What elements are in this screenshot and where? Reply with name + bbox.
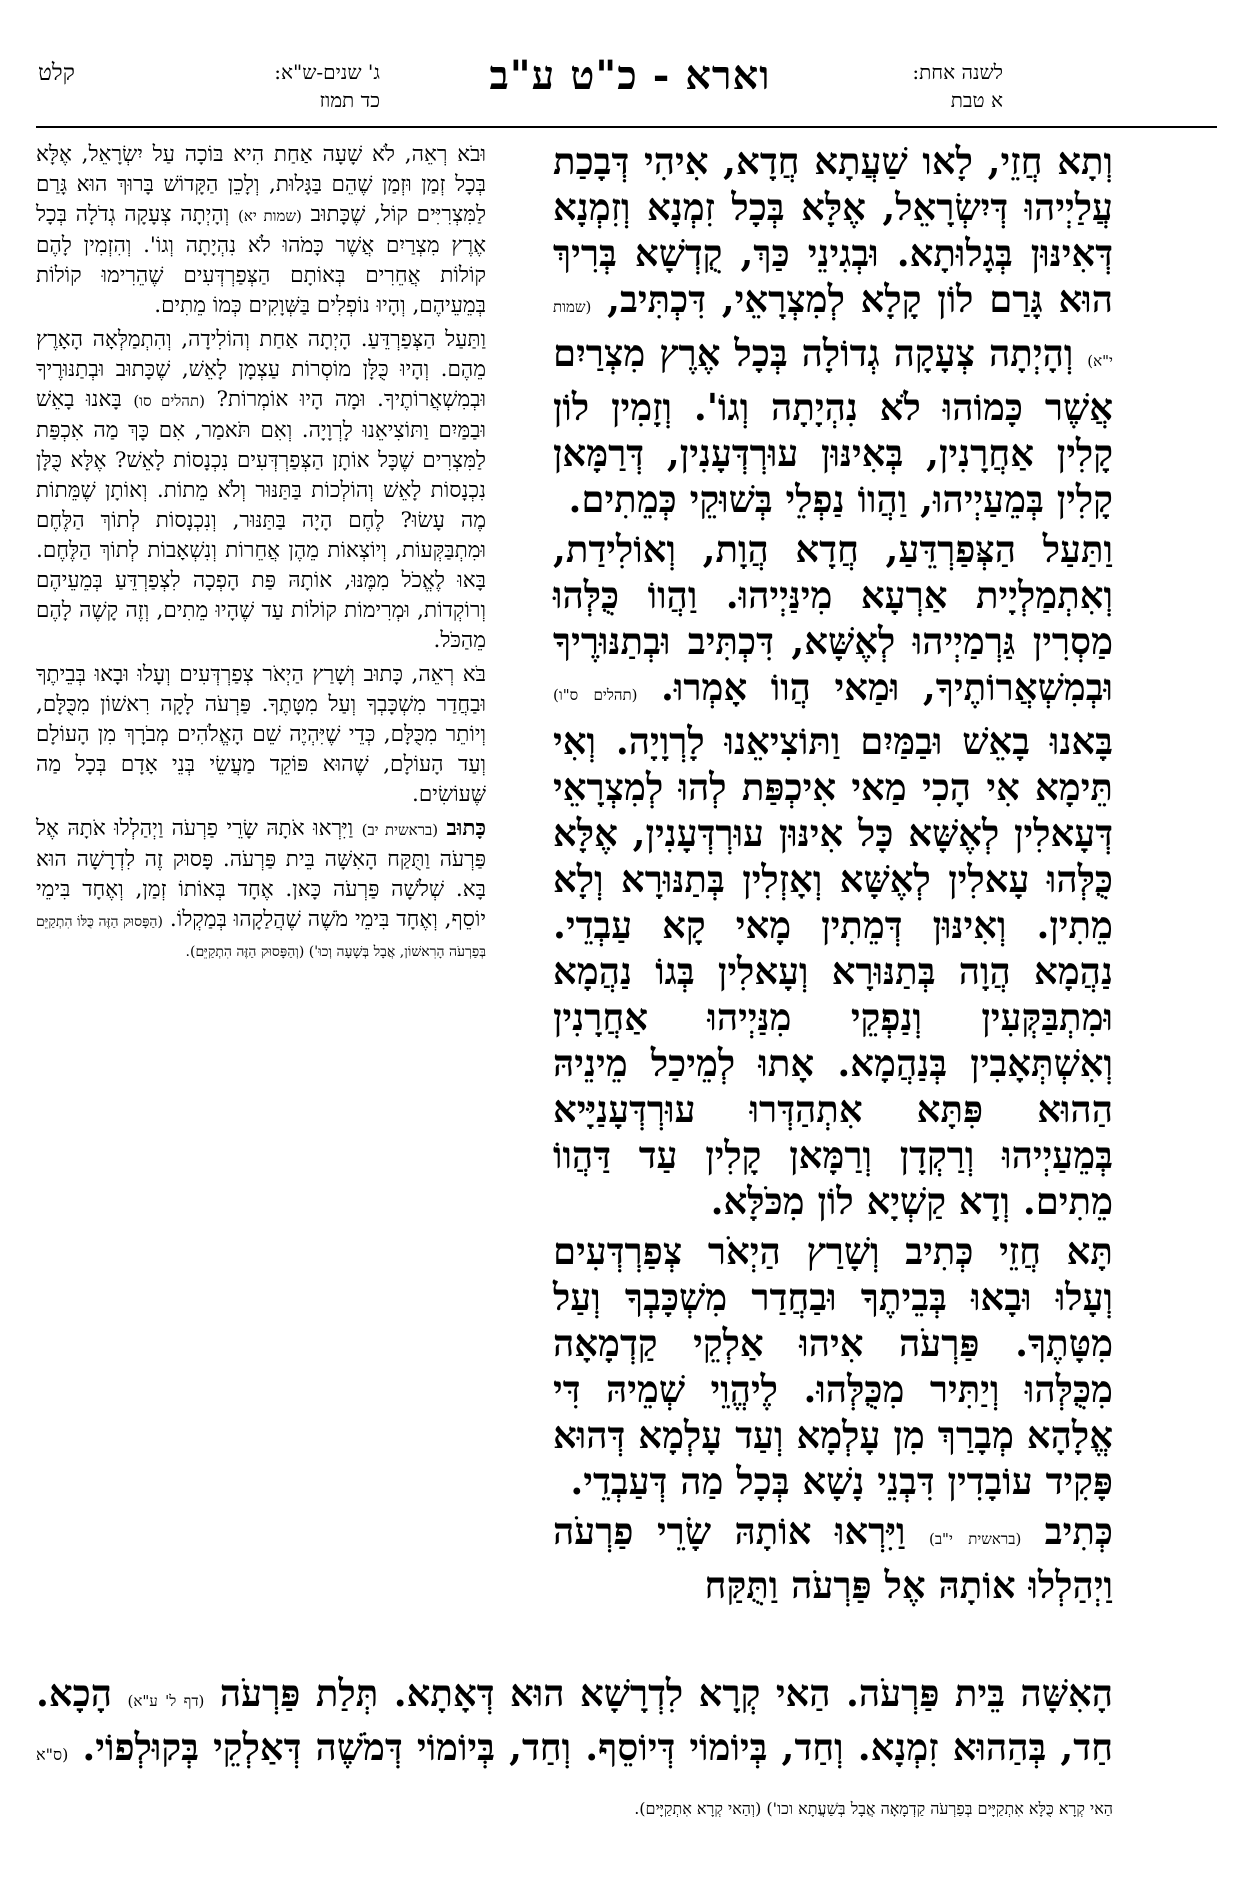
header-schedule-one-year: לשנה אחת: <box>912 60 1003 84</box>
header-date-three-years: כד תמוז <box>319 88 380 112</box>
main-paragraph-2 <box>553 526 1113 1224</box>
main-text: כְּתִיב <box>1044 1509 1113 1553</box>
bottom-paragraph <box>36 1670 1113 1832</box>
side-text: בָּאנוּ בָאֵשׁ וּבַמַּיִם וַתּוֹצִיאֵנוּ לָרְוָיָה. וְאִם תֹּאמַר, אִם כָּךְ מַה אִכְפַּת לַמִּצְרִים שֶׁכָּל אוֹתָן הַצְּפַרְדְּעִים נִכְנָסוֹת לָאֵשׁ? אֶלָּא כֻּלָּן נִכְנָסוֹת לָאֵשׁ וְהוֹלְכוֹת בַּתַּנּוּר וְלֹא מֵתוֹת. וְאוֹתָן שֶׁמֵּתוֹת מֶה עָשׂוּ? לֶחֶם הָיָה בַּתַּנּוּר, וְנִכְנָסוֹת לְתוֹךְ הַלֶּחֶם וּמִתְבַּקְּעוֹת, וְיוֹצְאוֹת מֵהֶן אֲחֵרוֹת וְנִשְׁאָבוֹת לְתוֹךְ הַלֶּחֶם. בָּאוּ לֶאֱכֹל מִמֶּנּוּ, אוֹתָהּ פַּת הָפְכָה לִצְפַרְדֵּעַ בְּמֵעֵיהֶם וְרוֹקְדוֹת, וּמְרִימוֹת קוֹלוֹת עַד שֶׁהָיוּ מֵתִים, וְזֶה קָשֶׁה לָהֶם מֵהַכֹּל. <box>36 387 486 653</box>
main-text: וְהָיְתָה צְעָקָה גְדוֹלָה בְּכָל אֶרֶץ מִצְרַיִם אֲשֶׁר כָּמוֹהוּ לֹא נִהְיָתָה וְגוֹ'. וְזָמִין לוֹן קָלִין אַחֲרָנִין, בְּאִינּוּן עוּרְדְּעָנִין, דְּרַמָּאן קָלִין בְּמֵעַיְיהוּ, וַהֲווֹ נַפְלֵי בְּשׁוּקֵי כְּמֵתִים. <box>553 331 1113 521</box>
side-text: וַתַּעַל הַצְּפַרְדֵּעַ. הָיְתָה אַחַת וְהוֹלִידָה, וְהִתְמַלְּאָה הָאָרֶץ מֵהֶם. וְהָיוּ כֻּלָּן מוֹסְרוֹת עַצְמָן לָאֵשׁ, שֶׁכָּתוּב וּבְתַנּוּרֶיךָ וּבְמִשְׁאֲרוֹתֶיךָ. וּמָה הָיוּ אוֹמְרוֹת? <box>36 327 486 412</box>
side-text: וַיִּרְאוּ אֹתָהּ שָׂרֵי פַרְעֹה וַיְהַלְלוּ אֹתָהּ אֶל פַּרְעֹה וַתֻּקַּח הָאִשָּׁה בֵּית פַּרְעֹה. פָּסוּק זֶה לִדְרָשָׁה הוּא בָּא. שְׁלֹשָׁה פַּרְעֹה כָּאן. אֶחָד בְּאוֹתוֹ זְמַן, וְאֶחָד בִּימֵי יוֹסֵף, וְאֶחָד בִּימֵי מֹשֶׁה שֶׁהֲלַקָהוּ בְּמַקְלוֹ. <box>36 816 486 932</box>
side-column-hebrew <box>36 140 486 1590</box>
header-left <box>150 58 380 120</box>
side-text: וְהָיְתָה צְעָקָה גְדֹלָה בְּכָל אֶרֶץ מִצְרַיִם אֲשֶׁר כָּמֹהוּ לֹא נִהְיָתָה וְגוֹ'. וְהִזְמִין לָהֶם קוֹלוֹת אֲחֵרִים בְּאוֹתָם הַצְּפַרְדְּעִים שֶׁהֵרִימוּ קוֹלוֹת בְּמֵעֵיהֶם, וְהָיוּ נוֹפְלִים בַּשְּׁוָקִים כְּמוֹ מֵתִים. <box>36 202 486 318</box>
side-citation: (תהלים סו) <box>133 392 205 410</box>
main-text: וַתַּעַל הַצְּפַרְדֵּעַ, חֲדָא הֲוָת, וְאוֹלִידַת, וְאִתְמַלְיָית אַרְעָא מִינַּיְיהוּ. וַהֲווֹ כֻּלְּהוּ מַסְרִין גַּרְמַיְיהוּ לְאֶשָּׁא, דִּכְתִּיב וּבְתַנּוּרֶיךָ וּבְמִשְׁאֲרוֹתֶיךָ, וּמַאי הֲווֹ אָמְרוּ. <box>553 527 1113 709</box>
main-citation: (שמות י"א) <box>553 298 1113 370</box>
bottom-note: (ס"א הַאי קְרָא כֻּלָּא אִתְקַיָּים בְּפַרְעֹה קַדְמָאָה אֲבָל בְּשַׁעֲתָא וכו') (וְהַאי קְרָא אִתְקַיָּים). <box>36 1745 1113 1818</box>
side-text: וּבֹא רְאֵה, לֹא שָׁעָה אַחַת הִיא בּוֹכָה עַל יִשְׂרָאֵל, אֶלָּא בְּכָל זְמַן וּזְמַן שֶׁהֵם בַּגָּלוּת, וְלָכֵן הַקָּדוֹשׁ בָּרוּךְ הוּא גָּרַם לַמִּצְרִיִּים קוֹל, שֶׁכָּתוּב <box>36 142 487 227</box>
main-text: בָּאנוּ בָאֵשׁ וּבַמַּיִם וַתּוֹצִיאֵנוּ לָרְוָיָה. וְאִי תֵּימָא אִי הָכִי מַאי אִיכְפַּת לְהוּ לְמִצְרָאֵי דְּעָאלִין לְאֶשָּׁא כָּל אִינּוּן עוּרְדְּעָנִין, אֶלָּא כֻּלְּהוּ עָאלִין לְאֶשָּׁא וְאָזְלִין בְּתַנּוּרָא וְלָא מֵתִין. וְאִינּוּן דְּמֵתִין מָאי קָא עַבְדֵי. נַהֲמָא הֲוָה בְּתַנּוּרָא וְעָאלִין בְּגוֹ נַהֲמָא וּמִתְבַּקְּעִין וְנַפְקֵי מִנַּיְיהוּ אַחֲרָנִין וְאִשְׁתְּאָבִין בְּנַהֲמָא. אָתוּ לְמֵיכַל מֵינֵיהּ הַהוּא פִּתָּא אִתְהַדְּרוּ עוּרְדְּעָנַיָּיא בְּמֵעַיְיהוּ וְרַקְדָן וְרַמָּאן קָלִין עַד דַּהֲווֹ מֵתִים. וְדָא קַשְׁיָא לוֹן מִכֹּלָּא. <box>553 719 1113 1223</box>
header-date-one-year: א טבת <box>950 88 1003 112</box>
side-citation: (שמות יא) <box>238 207 302 225</box>
bottom-page-reference: (דף ל' ע"א) <box>127 1692 205 1710</box>
main-paragraph-1 <box>553 138 1113 522</box>
main-citation: (בראשית י"ב) <box>928 1530 1022 1548</box>
header-center <box>430 52 830 114</box>
main-text: וַיִּרְאוּ אוֹתָהּ שָׂרֵי פַרְעֹה וַיְהַלְלוּ אוֹתָהּ אֶל פַּרְעֹה וַתֻּקַּח <box>553 1509 1113 1607</box>
page-number: קלט <box>38 60 75 86</box>
side-note: (הַפָּסוּק הַזֶּה כֻּלּוֹ הִתְקַיֵּם בְּפַרְעֹה הָרִאשׁוֹן, אֲבָל בְּשָׁעָה וְכוּ') (וְהַפָּסוּק הַזֶּה הִתְקַיֵּם). <box>36 914 486 960</box>
side-citation: (בראשית יב) <box>361 821 439 839</box>
bottom-full-width-text <box>36 1670 1113 1832</box>
side-paragraph-3: בֹּא רְאֵה, כָּתוּב וְשָׁרַץ הַיְאֹר צְפַרְדְּעִים וְעָלוּ וּבָאוּ בְּבֵיתֶךָ וּבַחֲדַר מִשְׁכָּבְךָ וְעַל מִטָּתֶךָ. פַּרְעֹה לָקָה רִאשׁוֹן מִכֻּלָּם, וְיוֹתֵר מִכֻּלָּם, כְּדֵי שֶׁיִּהְיֶה שֵׁם הָאֱלֹהִים מְבֹרָךְ מִן הָעוֹלָם וְעַד הָעוֹלָם, שֶׁהוּא פּוֹקֵד מַעֲשֵׂי בְּנֵי אָדָם בְּכָל מַה שֶּׁעוֹשִׂים. <box>36 662 486 807</box>
main-text: וְתָא חֲזֵי, לָאו שַׁעֲתָא חֲדָא, אִיהִי דְּבָכַת עֲלַיְיהוּ דְּיִשְׂרָאֵל, אֶלָּא בְּכָל זִמְנָא וְזִמְנָא דְּאִינּוּן בְּגָלוּתָא. וּבְגִינֵי כַּךְ, קֻדְשָׁא בְּרִיךְ הוּא גָּרַם לוֹן קָלָא לְמִצְרָאֵי, דִּכְתִּיב, <box>553 139 1113 321</box>
page-title: וארא - כ"ט ע"ב <box>489 52 771 99</box>
header-divider <box>36 126 1217 128</box>
main-citation: (תהלים ס"ו) <box>553 686 638 704</box>
main-paragraph-3: תָּא חֲזֵי כְּתִיב וְשָׁרַץ הַיְאֹר צְפַרְדְּעִים וְעָלוּ וּבָאוּ בְּבֵיתֶךָ וּבַחֲדַר מִשְׁכָּבְךָ וְעַל מִטָּתֶךָ. פַּרְעֹה אִיהוּ אַלְקֵי קַדְמָאָה מִכֻּלְּהוּ וְיַתִּיר מִכֻּלְּהוּ. לֶיהֱוֵי שְׁמֵיהּ דִּי אֱלָהָא מְבָרַךְ מִן עָלְמָא וְעַד עָלְמָא דְּהוּא פָּקִיד עוֹבָדִין דִּבְנֵי נָשָׁא בְּכָל מַה דְּעַבְדֵי. <box>553 1229 1113 1503</box>
main-column-aramaic <box>553 138 1113 1678</box>
side-paragraph-1 <box>36 140 486 321</box>
main-paragraph-4 <box>553 1508 1113 1608</box>
header-schedule-three-years: ג' שנים-ש"א: <box>274 60 380 84</box>
bottom-text: הָאִשָּׁה בֵּית פַּרְעֹה. הַאי קְרָא לִדְרָשָׁא הוּא דְּאָתָא. תְּלַת פַּרְעֹה <box>219 1671 1113 1715</box>
side-paragraph-4 <box>36 814 486 965</box>
side-text: כָּתוּב <box>446 816 487 841</box>
bottom-text: הָכָא. חַד, בְּהַהוּא זִמְנָא. וְחַד, בְּיוֹמוֹי דְּיוֹסֵף. וְחַד, בְּיוֹמוֹי דְּמֹשֶׁה דְּאַלְקֵי בְּקוּלְפוֹי. <box>36 1671 1114 1769</box>
side-paragraph-2 <box>36 325 486 656</box>
